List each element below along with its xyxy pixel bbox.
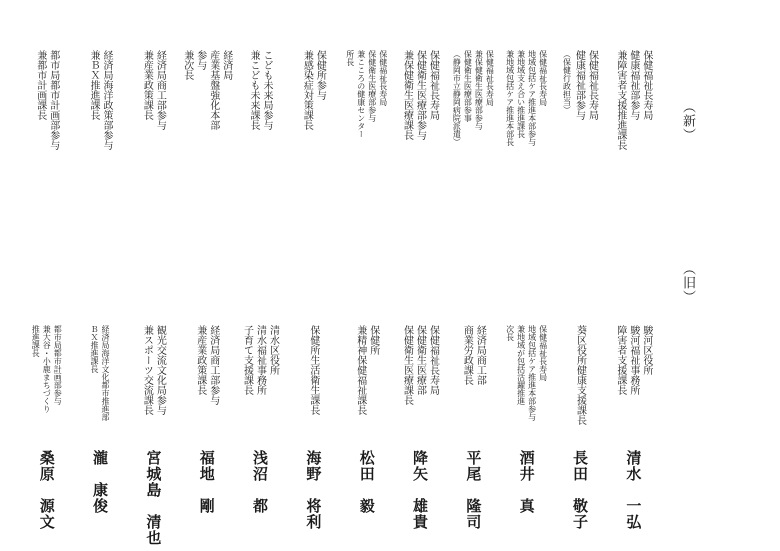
old-position-cell bbox=[447, 325, 500, 440]
new-position-line: 保健衛生医療部参事 bbox=[463, 50, 473, 122]
person-name: 清水 一弘 bbox=[624, 450, 643, 530]
new-position-line: 健康福祉部参与 bbox=[627, 50, 639, 120]
new-position-line: こども未来局参与 bbox=[261, 50, 273, 130]
new-position-label: （新） bbox=[680, 100, 695, 142]
old-position-line: 兼地域が包括活躍推進 bbox=[516, 325, 526, 405]
name-cell bbox=[340, 450, 393, 550]
old-position-cell bbox=[500, 325, 553, 440]
name-cell bbox=[500, 450, 553, 550]
old-position-cell bbox=[127, 325, 180, 440]
old-position-line: 兼精神保健福祉課長 bbox=[354, 325, 366, 415]
old-position-line: 駿河区役所 bbox=[640, 325, 652, 375]
new-position-line: 兼障害者支援推進課長 bbox=[614, 50, 626, 150]
old-position-cell bbox=[607, 325, 660, 440]
new-position-cell bbox=[447, 50, 500, 180]
new-position-cell bbox=[127, 50, 180, 180]
old-position-line: 保健福祉長寿局 bbox=[427, 325, 439, 395]
name-cell bbox=[20, 450, 73, 550]
old-position-line: 保健所 bbox=[367, 325, 379, 355]
old-position-row bbox=[20, 180, 660, 440]
old-position-cell bbox=[20, 325, 73, 440]
old-position-cell bbox=[393, 325, 446, 440]
new-position-line: 所長 bbox=[345, 50, 355, 66]
person-name: 海野 将利 bbox=[304, 450, 323, 530]
old-position-line: 経済局商工部参与 bbox=[207, 325, 219, 405]
old-position-cell bbox=[340, 325, 393, 440]
old-position-line: 地域包括ケア推進本部参与 bbox=[527, 325, 537, 421]
person-name: 平尾 隆司 bbox=[464, 450, 483, 530]
new-position-line: 兼地域支え合い推進課長 bbox=[516, 50, 526, 138]
new-position-line: 兼都市計画課長 bbox=[34, 50, 46, 120]
new-position-line: 経済局商工部参与 bbox=[154, 50, 166, 130]
old-position-line: 駿河福祉事務所 bbox=[627, 325, 639, 395]
new-position-row bbox=[20, 50, 660, 180]
new-position-line: 参与 bbox=[194, 50, 206, 70]
old-position-line: 都市局都市計画部参与 bbox=[53, 325, 63, 405]
new-position-note: （静岡市立静岡病院派遣） bbox=[452, 50, 462, 146]
new-position-cell bbox=[393, 50, 446, 180]
old-position-line: 清水区役所 bbox=[267, 325, 279, 375]
old-position-line: 葵区役所健康支援課長 bbox=[574, 325, 586, 425]
new-position-line: 健康福祉部参与 bbox=[573, 50, 585, 120]
old-position-line: 次長 bbox=[505, 325, 515, 341]
name-cell bbox=[180, 450, 233, 550]
new-position-line: 兼次長 bbox=[181, 50, 193, 80]
old-position-line: 保健衛生医療課長 bbox=[401, 325, 413, 405]
old-position-line: 観光交流文化局参与 bbox=[154, 325, 166, 415]
person-name: 酒井 真 bbox=[517, 450, 536, 514]
old-position-line: 保健福祉長寿局 bbox=[538, 325, 548, 381]
new-position-cell bbox=[607, 50, 660, 180]
new-position-cell bbox=[20, 50, 73, 180]
new-position-note: （保健行政担当） bbox=[562, 50, 572, 114]
person-name: 松田 毅 bbox=[357, 450, 376, 514]
person-name: 瀧 康俊 bbox=[91, 450, 110, 514]
old-position-cell bbox=[233, 325, 286, 440]
old-position-label: （旧） bbox=[680, 262, 695, 304]
old-position-cell bbox=[553, 325, 606, 440]
name-cell bbox=[607, 450, 660, 550]
old-position-line: 経済局海洋文化都市推進部 bbox=[101, 325, 111, 421]
new-position-line: 兼こころの健康センター bbox=[356, 50, 366, 138]
old-position-line: 兼大谷・小鹿まちづくり bbox=[42, 325, 52, 413]
person-name: 福地 剛 bbox=[197, 450, 216, 514]
new-position-line: 経済局海洋政策部参与 bbox=[101, 50, 113, 150]
new-position-line: 兼感染症対策課長 bbox=[301, 50, 313, 130]
person-name: 降矢 雄貴 bbox=[411, 450, 430, 530]
old-position-line: 子育て支援課長 bbox=[241, 325, 253, 395]
new-position-line: 保健衛生医療部参与 bbox=[414, 50, 426, 140]
name-cell bbox=[73, 450, 126, 550]
old-position-cell bbox=[287, 325, 340, 440]
new-position-cell bbox=[553, 50, 606, 180]
new-position-line: 兼地域包括ケア推進本部長 bbox=[505, 50, 515, 146]
old-position-line: 経済局商工部 bbox=[474, 325, 486, 385]
new-position-cell bbox=[500, 50, 553, 180]
person-name: 長田 敬子 bbox=[571, 450, 589, 530]
old-position-cell bbox=[73, 325, 126, 440]
old-position-line: 兼スポーツ交流課長 bbox=[141, 325, 153, 415]
old-position-line: 清水福祉事務所 bbox=[254, 325, 266, 395]
new-position-cell bbox=[73, 50, 126, 180]
new-position-line: 保健福祉長寿局 bbox=[640, 50, 652, 120]
old-position-line: 推進課長 bbox=[31, 325, 41, 357]
new-position-line: 兼ＢＸ推進課長 bbox=[88, 50, 100, 120]
old-position-line: 兼産業政策課長 bbox=[194, 325, 206, 395]
new-position-line: 地域包括ケア推進本部参与 bbox=[527, 50, 537, 146]
name-cell bbox=[393, 450, 446, 550]
person-name: 桑原 源文 bbox=[37, 450, 56, 530]
new-position-line: 保健福祉長寿局 bbox=[538, 50, 548, 106]
new-position-line: 保健福祉長寿局 bbox=[427, 50, 439, 120]
name-cell bbox=[127, 450, 180, 550]
old-position-line: 保健衛生医療部 bbox=[414, 325, 426, 395]
new-position-cell bbox=[233, 50, 286, 180]
new-position-line: 保健所参与 bbox=[314, 50, 326, 100]
new-position-line: 保健衛生医療部参与 bbox=[367, 50, 377, 122]
person-name: 宮城島 清也 bbox=[144, 450, 163, 546]
new-position-line: 保健福祉長寿局 bbox=[586, 50, 598, 120]
new-position-cell bbox=[340, 50, 393, 180]
old-position-line: 障害者支援課長 bbox=[614, 325, 626, 395]
new-position-line: 産業基盤強化本部 bbox=[207, 50, 219, 130]
new-position-cell bbox=[180, 50, 233, 180]
old-position-cell bbox=[180, 325, 233, 440]
name-cell bbox=[233, 450, 286, 550]
name-cell bbox=[287, 450, 340, 550]
new-position-line: 都市局都市計画部参与 bbox=[47, 50, 59, 150]
new-position-line: 保健福祉長寿局 bbox=[485, 50, 495, 106]
personnel-table bbox=[20, 50, 660, 550]
new-position-line: 兼こども未来課長 bbox=[248, 50, 260, 130]
new-position-cell bbox=[287, 50, 340, 180]
old-position-line: 商業労政課長 bbox=[461, 325, 473, 385]
new-position-line: 兼保健衛生医療部参与 bbox=[474, 50, 484, 130]
new-position-line: 経済局 bbox=[220, 50, 232, 80]
person-name: 浅沼 都 bbox=[251, 450, 270, 514]
new-position-line: 兼保健衛生医療課長 bbox=[401, 50, 413, 140]
new-position-line: 保健福祉長寿局 bbox=[378, 50, 388, 106]
name-row bbox=[20, 440, 660, 550]
old-position-line: ＢＸ推進課長 bbox=[90, 325, 100, 373]
name-cell bbox=[553, 450, 606, 550]
new-position-line: 兼産業政策課長 bbox=[141, 50, 153, 120]
name-cell bbox=[447, 450, 500, 550]
old-position-line: 保健所生活衛生課長 bbox=[307, 325, 319, 415]
